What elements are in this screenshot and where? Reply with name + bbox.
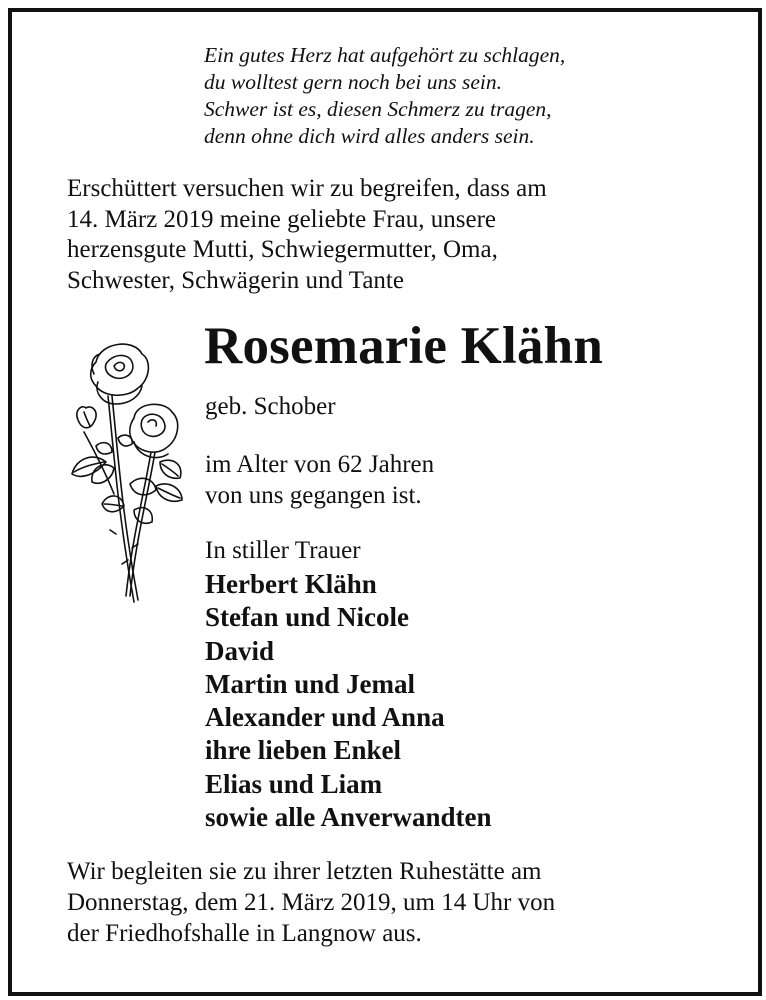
mourner-item: Stefan und Nicole: [205, 602, 410, 633]
intro-line: Erschüttert versuchen wir zu begreifen, dass am: [67, 175, 547, 202]
funeral-info: [67, 856, 555, 949]
poem-line: Schwer ist es, diesen Schmerz zu tragen,: [204, 97, 552, 121]
funeral-line: Donnerstag, dem 21. März 2019, um 14 Uhr von: [67, 889, 556, 916]
mourner-item: sowie alle Anverwandten: [205, 802, 492, 833]
age-text: [205, 450, 434, 511]
poem-line: Ein gutes Herz hat aufgehört zu schlagen,: [204, 43, 566, 67]
intro-line: herzensgute Mutti, Schwiegermutter, Oma,: [67, 236, 498, 263]
obituary-notice: [8, 8, 762, 996]
age-line: im Alter von 62 Jahren: [205, 451, 435, 478]
mourners-list: [205, 568, 492, 834]
mourner-item: David: [205, 635, 275, 666]
deceased-name: Rosemarie Klähn: [204, 317, 603, 375]
age-line: von uns gegangen ist.: [205, 481, 422, 509]
mourner-item: Martin und Jemal: [205, 668, 416, 699]
mourning-label: In stiller Trauer: [205, 537, 361, 564]
poem-line: du wolltest gern noch bei uns sein.: [204, 70, 502, 94]
poem-line: denn ohne dich wird alles anders sein.: [204, 124, 535, 148]
mourner-item: ihre lieben Enkel: [205, 735, 402, 766]
funeral-line: der Friedhofshalle in Langnow aus.: [67, 920, 422, 947]
funeral-line: Wir begleiten sie zu ihrer letzten Ruhestätte am: [67, 858, 542, 885]
mourner-item: Herbert Klähn: [205, 569, 377, 599]
memorial-poem: [204, 42, 565, 150]
intro-text: [67, 174, 547, 296]
mourner-item: Alexander und Anna: [205, 702, 445, 733]
intro-line: Schwester, Schwägerin und Tante: [67, 266, 404, 294]
roses-icon: [56, 334, 186, 609]
intro-line: 14. März 2019 meine geliebte Frau, unsere: [67, 205, 497, 233]
birth-name: geb. Schober: [205, 393, 336, 420]
mourner-item: Elias und Liam: [205, 768, 383, 799]
